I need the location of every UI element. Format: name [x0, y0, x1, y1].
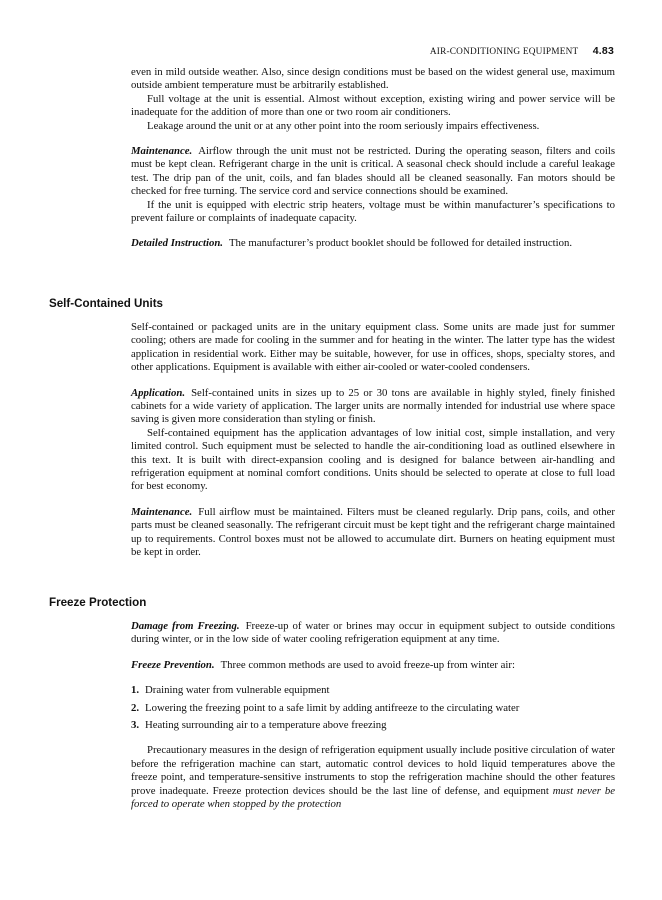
section-heading-self-contained: Self-Contained Units: [49, 297, 164, 310]
detailed-instruction-text: The manufacturer’s product booklet should be followed for detailed instruction.: [228, 237, 573, 250]
damage-text: Freeze-up of water or brines may occur in equipment subject to outside conditions during winter, or in the low side of water cooling refrigeration equipment at any time.: [131, 620, 615, 646]
list-item-number: 3.: [131, 719, 140, 732]
precaution-italic-text: must never be forced to operate when stopped by the protection: [131, 784, 615, 811]
freeze-protection-text-block: [131, 620, 615, 811]
paragraph-application-advantages: Self-contained equipment has the application advantages of low initial cost, simple installation, and very limited control. Such equipment must be selected to handle the air-conditioning load as outlined elsewhere in this text. It is built with direct-expansion cooling and is designed for balance between air-handling and refrigeration equipment at nominal comfort conditions. Units should be selected to operate at close to full load for best economy.: [131, 426, 615, 493]
list-item: [131, 702, 615, 715]
paragraph-continuation: even in mild outside weather. Also, since design conditions must be based on the widest general use, maximum outside ambient temperature must be arbitrarily established.: [131, 66, 615, 92]
running-title: AIR-CONDITIONING EQUIPMENT: [429, 47, 579, 57]
paragraph-application: [131, 387, 615, 427]
detailed-instruction-lead: Detailed Instruction.: [131, 237, 223, 250]
paragraph-self-contained-intro: Self-contained or packaged units are in the unitary equipment class. Some units are made just for summer cooling; others are made for cooling in the summer and for heating in the winter. The latter type has the widest application in residential work. Either may be suitable, however, for use in offices, shops, specialty stores, and other applications. Equipment is available with either air-cooled or water-cooled condensers.: [131, 321, 615, 374]
paragraph-strip-heaters: If the unit is equipped with electric strip heaters, voltage must be within manufacturer’s specifications to prevent failure or complaints of inadequate capacity.: [131, 198, 615, 225]
paragraph-detailed-instruction: [131, 237, 615, 250]
opening-text-block: [131, 66, 615, 251]
application-text: Self-contained units in sizes up to 25 or 30 tons are available in highly styled, finely finished cabinets for a wide variety of application. The larger units are normally intended for industrial use where space saving is given more consideration than styling or finish.: [131, 386, 615, 426]
application-lead: Application.: [131, 386, 186, 399]
list-item-number: 1.: [131, 684, 140, 697]
list-item-text: Heating surrounding air to a temperature above freezing: [145, 719, 387, 732]
self-contained-text-block: [131, 321, 615, 560]
paragraph-precautionary-measures: [131, 744, 615, 811]
prevention-text: Three common methods are used to avoid freeze-up from winter air:: [220, 658, 515, 671]
list-item-number: 2.: [131, 701, 140, 714]
section-heading-freeze-protection: Freeze Protection: [49, 596, 147, 609]
prevention-lead: Freeze Prevention.: [131, 658, 215, 671]
paragraph-leakage: Leakage around the unit or at any other point into the room seriously impairs effectiveness.: [147, 119, 540, 132]
list-item-text: Draining water from vulnerable equipment: [145, 684, 330, 697]
self-contained-maintenance-lead: Maintenance.: [131, 505, 193, 518]
page-number: 4.83: [592, 45, 614, 57]
paragraph-self-contained-maintenance: [131, 506, 615, 560]
damage-lead: Damage from Freezing.: [131, 620, 240, 632]
freeze-methods-list: [131, 684, 615, 732]
list-item: [131, 719, 615, 732]
running-header: [0, 45, 614, 57]
paragraph-freeze-prevention: [131, 659, 615, 672]
maintenance-lead: Maintenance.: [131, 145, 193, 158]
maintenance-text: Airflow through the unit must not be restricted. During the operating season, filters and coils must be kept clean. Refrigerant charge in the unit is critical. A seasonal check should include a careful leakage test. The drip pan of the unit, coils, and fan blades should all be cleaned seasonally. Fan motors should be checked for free turning. The service cord and service connections should be examined.: [131, 145, 615, 198]
list-item-text: Lowering the freezing point to a safe limit by adding antifreeze to the circulating water: [145, 701, 520, 714]
paragraph-damage-from-freezing: [131, 620, 615, 647]
list-item: [131, 684, 615, 697]
paragraph-full-voltage: Full voltage at the unit is essential. Almost without exception, existing wiring and power service will be inadequate for the addition of more than one or two room air conditioners.: [131, 92, 615, 119]
precaution-text: Precautionary measures in the design of refrigeration equipment usually include positive circulation of water before the refrigeration machine can start, automatic control devices to hold liquid temperatures above the freeze point, and temperature-sensitive instruments to stop the refrigeration machine should the other features prove inadequate. Freeze protection devices should be the last line of defense, and equipment: [131, 744, 615, 797]
self-contained-maintenance-text: Full airflow must be maintained. Filters must be cleaned regularly. Drip pans, coils, and other parts must be cleaned seasonally. The refrigerant circuit must be kept tight and the refrigerant charge maintained up to requirements. Control boxes must not be allowed to accumulate dirt. Burners on heating equipment must be kept in order.: [131, 505, 615, 559]
paragraph-maintenance: [131, 145, 615, 199]
